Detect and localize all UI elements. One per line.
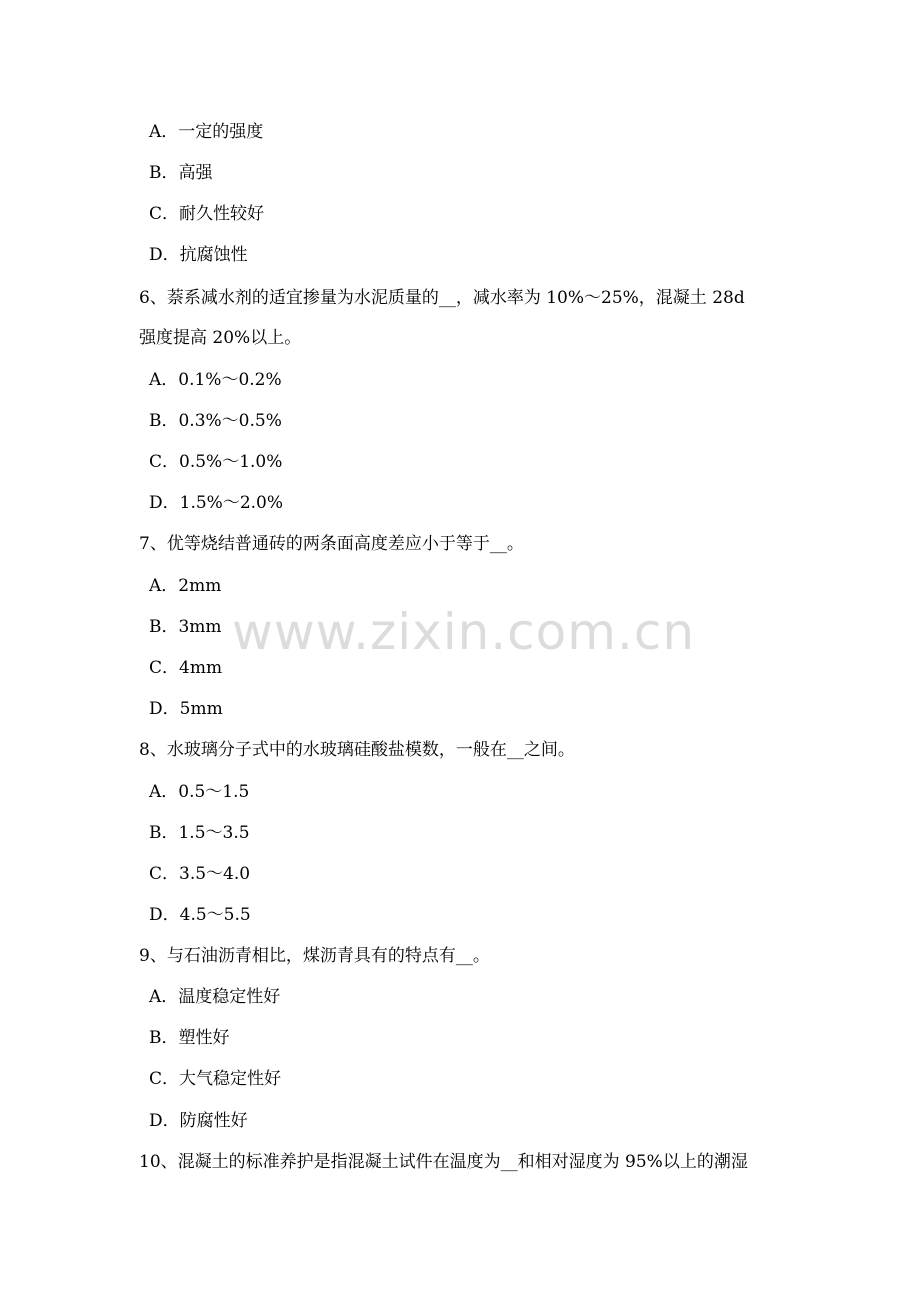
q9-option-a: A．温度稳定性好 (149, 987, 281, 1007)
q9-option-b: B．塑性好 (149, 1028, 230, 1048)
q7-option-a: A．2mm (149, 576, 222, 596)
q6-option-d: D．1.5%～2.0% (149, 493, 284, 513)
question-9: 9、与石油沥青相比，煤沥青具有的特点有__。 (139, 946, 490, 966)
q7-option-b: B．3mm (149, 617, 222, 637)
q6-option-b: B．0.3%～0.5% (149, 411, 282, 431)
option-d-line: D．抗腐蚀性 (149, 245, 248, 265)
watermark: www.zixin.com.cn (232, 603, 696, 661)
q7-option-c: C．4mm (149, 658, 223, 678)
q9-option-d: D．防腐性好 (149, 1111, 248, 1131)
q9-option-c: C．大气稳定性好 (149, 1069, 282, 1089)
q8-option-c: C．3.5～4.0 (149, 864, 251, 884)
q8-option-d: D．4.5～5.5 (149, 905, 251, 925)
q6-option-c: C．0.5%～1.0% (149, 452, 283, 472)
option-c-line: C．耐久性较好 (149, 204, 265, 224)
question-10-line-1: 10、混凝土的标准养护是指混凝土试件在温度为__和相对湿度为 95%以上的潮湿 (139, 1152, 748, 1172)
question-7: 7、优等烧结普通砖的两条面高度差应小于等于__。 (139, 534, 524, 554)
q6-option-a: A．0.1%～0.2% (149, 370, 282, 390)
q7-option-d: D．5mm (149, 699, 223, 719)
question-6-line-2: 强度提高 20%以上。 (139, 328, 302, 348)
question-8: 8、水玻璃分子式中的水玻璃硅酸盐模数，一般在__之间。 (139, 740, 575, 760)
option-a-line: A．一定的强度 (149, 122, 264, 142)
q8-option-a: A．0.5～1.5 (149, 782, 250, 802)
question-6-line-1: 6、萘系减水剂的适宜掺量为水泥质量的__，减水率为 10%～25%，混凝土 28d (139, 288, 745, 308)
option-b-line: B．高强 (149, 163, 213, 183)
q8-option-b: B．1.5～3.5 (149, 823, 250, 843)
